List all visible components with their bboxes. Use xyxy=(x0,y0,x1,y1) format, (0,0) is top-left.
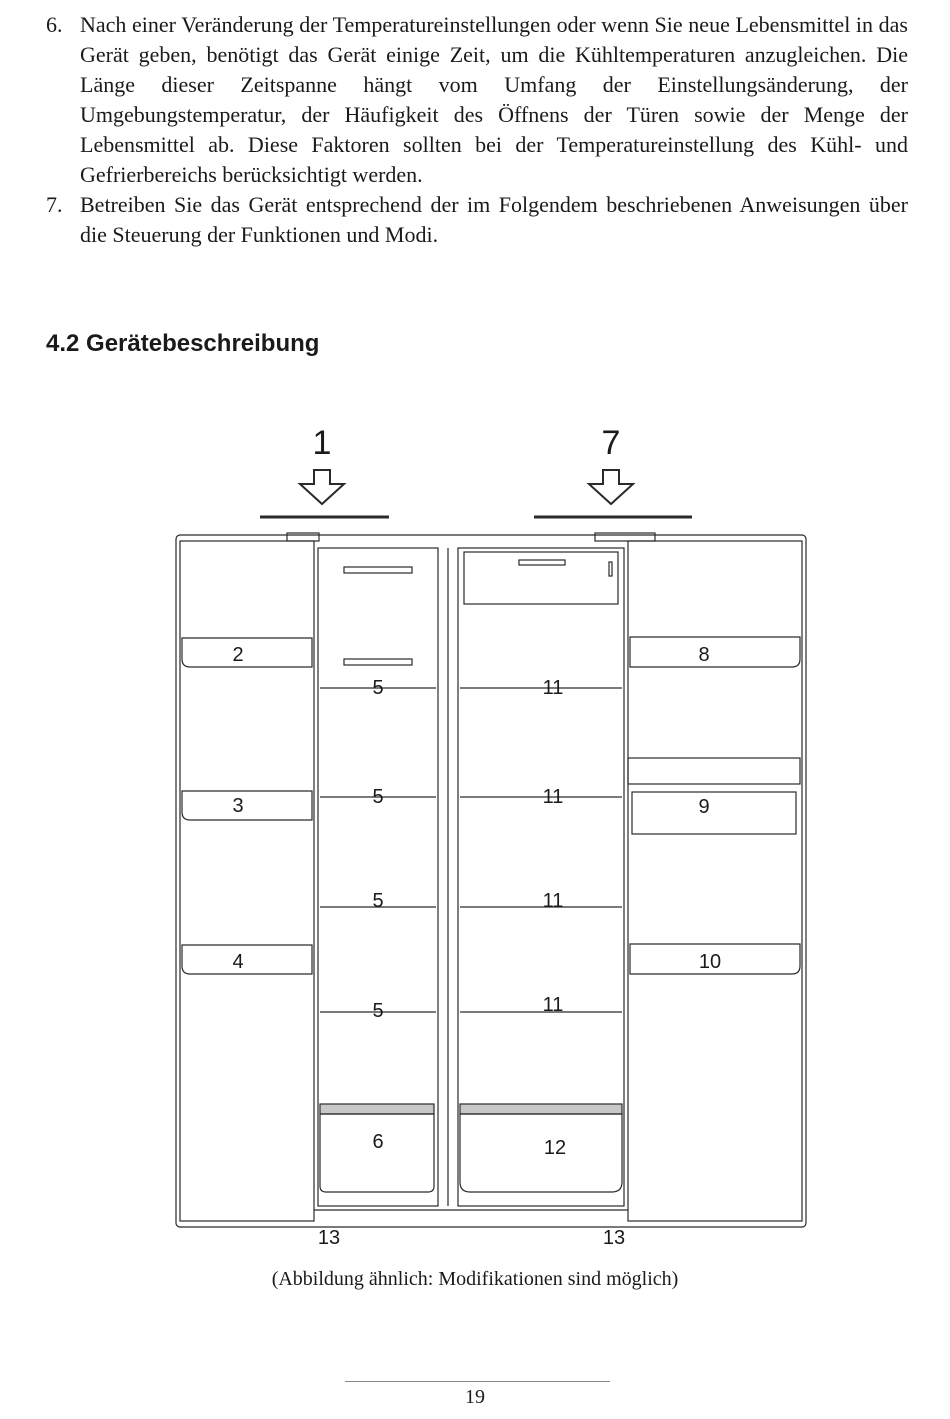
light-strip xyxy=(344,659,412,665)
label-5: 5 xyxy=(372,786,384,808)
instruction-text: Nach einer Veränderung der Temperatureinstellungen oder wenn Sie neue Lebensmittel in das Gerät geben, benötigt das Gerät einige Zeit, um die Kühltemperaturen anzugleichen. Die Länge dieser Zeitspanne hängt vom Umfang der Einstellungsänderung, der Umgebungstemperatur, der Häufigkeit des Öffnens der Türen sowie der Menge der Lebensmittel ab. Diese Faktoren sollten bei der Temperatureinstellung des Kühl- und Gefrierbereichs berücksichtigt werden. xyxy=(80,12,908,187)
section-heading: 4.2 Gerätebeschreibung xyxy=(46,330,320,357)
label-12: 12 xyxy=(543,1137,567,1159)
instruction-text: Betreiben Sie das Gerät entsprechend der im Folgendem beschriebenen Anweisungen über die Steuerung der Funktionen und Modi. xyxy=(80,192,908,247)
label-9: 9 xyxy=(698,796,710,818)
instruction-number: 6. xyxy=(46,12,63,37)
label-4: 4 xyxy=(232,951,244,973)
label-13-left: 13 xyxy=(317,1227,341,1249)
label-8: 8 xyxy=(698,644,710,666)
label-13-right: 13 xyxy=(602,1227,626,1249)
left-door-shelf xyxy=(182,791,312,820)
label-5: 5 xyxy=(372,890,384,912)
label-11: 11 xyxy=(542,994,564,1016)
right-door-shelf xyxy=(632,792,796,834)
top-hinge-right xyxy=(595,533,655,541)
right-drawer xyxy=(460,1114,622,1192)
appliance-diagram xyxy=(0,410,950,1250)
footer-divider xyxy=(345,1381,610,1382)
label-3: 3 xyxy=(232,795,244,817)
right-door-shelf-upper xyxy=(628,758,800,784)
left-door-shelf xyxy=(182,638,312,667)
instruction-number: 7. xyxy=(46,192,63,217)
appliance-outline xyxy=(176,535,806,1227)
left-drawer xyxy=(320,1114,434,1192)
instruction-item-6 xyxy=(46,10,908,190)
compartment-latch xyxy=(609,562,612,576)
instruction-list xyxy=(46,10,908,250)
label-2: 2 xyxy=(232,644,244,666)
down-arrow-icon xyxy=(589,470,633,504)
right-door xyxy=(628,541,802,1221)
instruction-item-7 xyxy=(46,190,908,250)
label-5: 5 xyxy=(372,1000,384,1022)
light-strip xyxy=(344,567,412,573)
label-11: 11 xyxy=(542,786,564,808)
label-11: 11 xyxy=(542,677,564,699)
light-strip xyxy=(519,560,565,565)
top-hinge-left xyxy=(287,533,319,541)
label-11: 11 xyxy=(542,890,564,912)
label-1: 1 xyxy=(312,424,332,462)
label-10: 10 xyxy=(698,951,722,973)
left-door-shelf xyxy=(182,945,312,974)
left-door xyxy=(180,541,314,1221)
right-door-shelf xyxy=(630,637,800,667)
label-5: 5 xyxy=(372,677,384,699)
right-drawer-top xyxy=(460,1104,622,1114)
page-number: 19 xyxy=(465,1386,485,1408)
label-7: 7 xyxy=(601,424,621,462)
down-arrow-icon xyxy=(300,470,344,504)
figure-caption: (Abbildung ähnlich: Modifikationen sind möglich) xyxy=(271,1268,679,1290)
left-drawer-top xyxy=(320,1104,434,1114)
label-6: 6 xyxy=(372,1131,384,1153)
